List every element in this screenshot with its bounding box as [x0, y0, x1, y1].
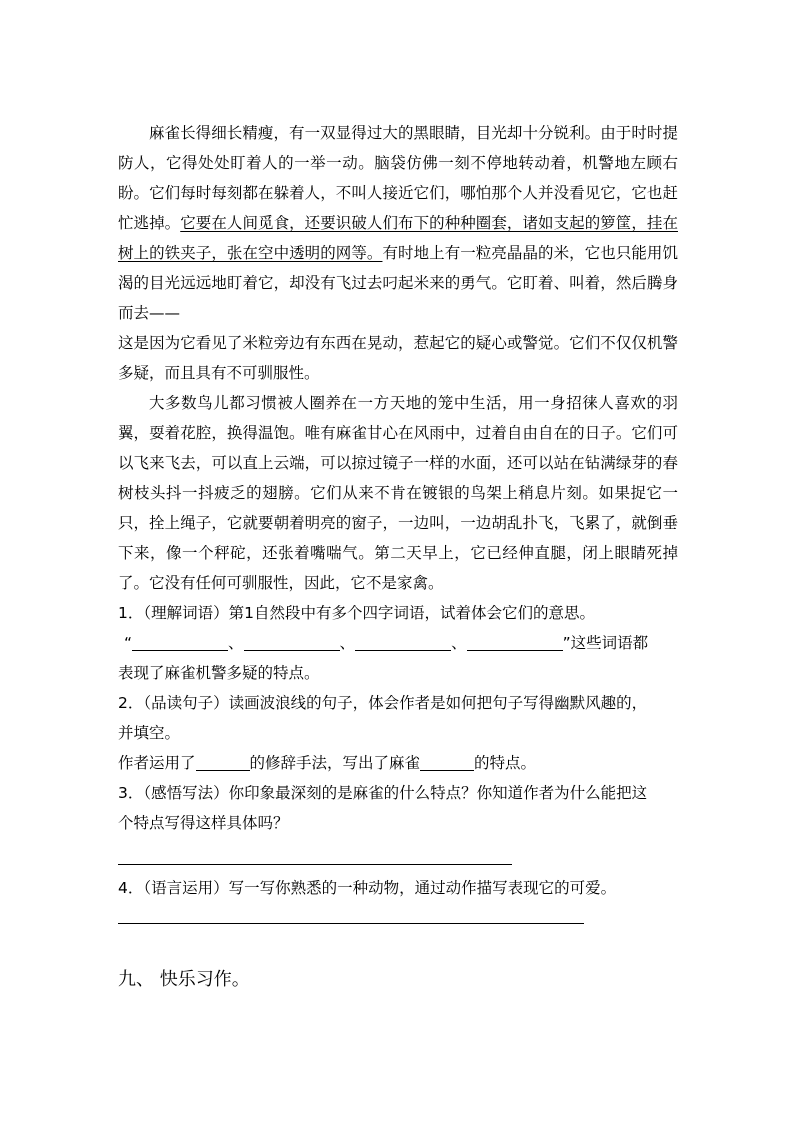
- passage-text: 麻雀长得细长精瘦，有一双显得过大的黑眼睛，目光却十分锐利。由于时时提防人，它得处处盯着人的一举一动。脑袋仿佛一刻不停地转动着，机警地左顾右盼。它们每时每刻都在躲着人，不叫人接近它们，哪怕那个人并没看见它，它也赶忙逃掉。: [118, 124, 678, 232]
- spacer: [118, 865, 678, 873]
- question-1-tail: 表现了麻雀机警多疑的特点。: [118, 664, 320, 682]
- feature-blank[interactable]: [420, 752, 474, 771]
- answer-line-4[interactable]: [118, 923, 584, 924]
- passage-text: 有时地上有一粒亮晶晶的米，它也只能用饥渴的目光远远地盯着它，却没有飞过去叼起米来的勇气。它盯着、叫着，然后腾身而去——: [118, 244, 678, 322]
- answer-blank-3[interactable]: [355, 632, 451, 651]
- spacer: [118, 903, 678, 923]
- question-3-prompt-cont: 个特点写得这样具体吗？: [118, 814, 289, 832]
- passage-paragraph-2: 这是因为它看见了米粒旁边有东西在晃动，惹起它的疑心或警觉。它们不仅仅机警多疑，而且具有不可驯服性。: [118, 334, 678, 382]
- passage-paragraph-3: 大多数鸟儿都习惯被人圈养在一方天地的笼中生活，用一身招徕人喜欢的羽翼，耍着花腔，换得温饱。唯有麻雀甘心在风雨中，过着自由自在的日子。它们可以飞来飞去，可以直上云端，可以掠过镜子一样的水面，还可以站在钻满绿芽的春树枝头抖一抖疲乏的翅膀。它们从来不肯在镀银的鸟架上稍息片刻。如果捉它一只，拴上绳子，它就要朝着明亮的窗子，一边叫，一边胡乱扑飞，飞累了，就倒垂下来，像一个秤砣，还张着嘴喘气。第二天早上，它已经伸直腿，闭上眼睛死掉了。它没有任何可驯服性，因此，它不是家禽。: [118, 394, 678, 592]
- rhetoric-blank[interactable]: [196, 752, 250, 771]
- question-1-prompt: 1．（理解词语）第1自然段中有多个四字词语，试着体会它们的意思。: [118, 604, 595, 622]
- answer-blank-1[interactable]: [132, 632, 228, 651]
- section-nine-heading: 九、 快乐习作。: [118, 969, 250, 990]
- question-2-prompt: 2．（品读句子）读画波浪线的句子，体会作者是如何把句子写得幽默风趣的，: [118, 694, 648, 712]
- question-1-blanks: “ 、 、 、 ”这些词语都: [124, 634, 649, 652]
- question-2-prompt-cont: 并填空。: [118, 724, 181, 742]
- reading-content: [118, 118, 678, 924]
- passage-paragraph-1: [118, 118, 678, 328]
- spacer: [118, 838, 678, 864]
- question-2-fill: 作者运用了 的修辞手法，写出了麻雀 的特点。: [118, 754, 537, 772]
- wavy-underlined-sentence: 它要在人间觅食，还要识破人们布下的种种圈套，诸如支起的箩筐，挂在树上的铁夹子，张在空中透明的网等。: [118, 214, 678, 262]
- question-4-prompt: 4．（语言运用）写一写你熟悉的一种动物，通过动作描写表现它的可爱。: [118, 879, 617, 897]
- question-3-prompt: 3．（感悟写法）你印象最深刻的是麻雀的什么特点？你知道作者为什么能把这: [118, 784, 648, 802]
- answer-blank-4[interactable]: [467, 632, 563, 651]
- answer-blank-2[interactable]: [244, 632, 340, 651]
